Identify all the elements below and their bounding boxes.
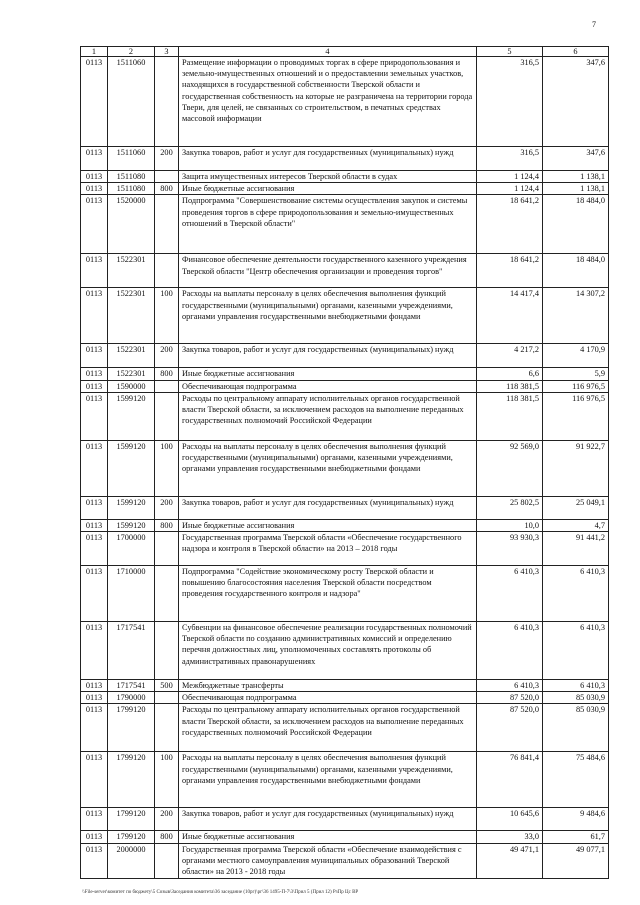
table-row [81,692,609,704]
amount-year2-cell: 1 138,1 [543,183,609,195]
expense-type-cell [155,622,179,680]
section-code-cell: 0113 [81,752,108,808]
description-cell: Закупка товаров, работ и услуг для государственных (муниципальных) нужд [179,808,477,831]
section-code-cell: 0113 [81,368,108,380]
amount-year2-cell: 116 976,5 [543,380,609,392]
target-code-cell: 1511060 [108,57,155,147]
amount-year2-cell: 347,6 [543,57,609,147]
column-header: 1 [81,47,108,57]
target-code-cell: 1599120 [108,496,155,519]
target-code-cell: 1590000 [108,380,155,392]
table-row [81,808,609,831]
table-row [81,368,609,380]
description-cell: Подпрограмма "Совершенствование системы осуществления закупок и системы проведения торгов в сфере природопользования и земельно-имущественных отношений в Тверской области" [179,195,477,254]
section-code-cell: 0113 [81,57,108,147]
table-header-row [81,47,609,57]
target-code-cell: 1520000 [108,195,155,254]
table-row [81,171,609,183]
amount-year1-cell: 316,5 [477,147,543,171]
description-cell: Закупка товаров, работ и услуг для государственных (муниципальных) нужд [179,344,477,368]
target-code-cell: 1599120 [108,519,155,531]
amount-year1-cell: 1 124,4 [477,171,543,183]
description-cell: Иные бюджетные ассигнования [179,831,477,843]
table-row [81,680,609,692]
description-cell: Иные бюджетные ассигнования [179,368,477,380]
expense-type-cell: 500 [155,680,179,692]
expense-type-cell [155,392,179,440]
amount-year2-cell: 6 410,3 [543,566,609,622]
amount-year1-cell: 316,5 [477,57,543,147]
table-row [81,843,609,878]
expense-type-cell: 200 [155,496,179,519]
column-header: 3 [155,47,179,57]
amount-year1-cell: 6,6 [477,368,543,380]
expense-type-cell: 200 [155,344,179,368]
amount-year1-cell: 18 641,2 [477,195,543,254]
target-code-cell: 1799120 [108,752,155,808]
amount-year1-cell: 10,0 [477,519,543,531]
table-row [81,622,609,680]
amount-year2-cell: 18 484,0 [543,254,609,288]
amount-year1-cell: 6 410,3 [477,680,543,692]
expense-type-cell [155,704,179,752]
table-row [81,57,609,147]
amount-year1-cell: 18 641,2 [477,254,543,288]
description-cell: Расходы на выплаты персоналу в целях обеспечения выполнения функций государственными (муниципальными) органами, казенными учреждениями, органами управления государственными внебюджетными фондами [179,440,477,496]
amount-year1-cell: 33,0 [477,831,543,843]
target-code-cell: 1799120 [108,704,155,752]
amount-year1-cell: 49 471,1 [477,843,543,878]
target-code-cell: 2000000 [108,843,155,878]
table-row [81,566,609,622]
target-code-cell: 1522301 [108,368,155,380]
table-row [81,254,609,288]
expense-type-cell [155,843,179,878]
target-code-cell: 1799120 [108,831,155,843]
target-code-cell: 1522301 [108,254,155,288]
table-row [81,752,609,808]
amount-year1-cell: 118 381,5 [477,392,543,440]
section-code-cell: 0113 [81,288,108,344]
amount-year1-cell: 25 802,5 [477,496,543,519]
expense-type-cell: 800 [155,831,179,843]
column-header: 6 [543,47,609,57]
target-code-cell: 1599120 [108,440,155,496]
amount-year2-cell: 1 138,1 [543,171,609,183]
target-code-cell: 1599120 [108,392,155,440]
amount-year2-cell: 14 307,2 [543,288,609,344]
table-row [81,147,609,171]
amount-year1-cell: 92 569,0 [477,440,543,496]
section-code-cell: 0113 [81,344,108,368]
expense-type-cell [155,380,179,392]
expense-type-cell: 800 [155,183,179,195]
section-code-cell: 0113 [81,566,108,622]
description-cell: Расходы по центральному аппарату исполнительных органов государственной власти Тверской области, за исключением расходов на выполнение переданных государственных полномочий Российской Федерации [179,704,477,752]
expense-type-cell [155,692,179,704]
description-cell: Закупка товаров, работ и услуг для государственных (муниципальных) нужд [179,147,477,171]
amount-year1-cell: 87 520,0 [477,692,543,704]
description-cell: Защита имущественных интересов Тверской области в судах [179,171,477,183]
section-code-cell: 0113 [81,183,108,195]
amount-year1-cell: 6 410,3 [477,622,543,680]
section-code-cell: 0113 [81,532,108,566]
target-code-cell: 1511080 [108,171,155,183]
amount-year2-cell: 18 484,0 [543,195,609,254]
description-cell: Расходы на выплаты персоналу в целях обеспечения выполнения функций государственными (муниципальными) органами, казенными учреждениями, органами управления государственными внебюджетными фондами [179,288,477,344]
target-code-cell: 1511080 [108,183,155,195]
expense-type-cell [155,566,179,622]
description-cell: Обеспечивающая подпрограмма [179,692,477,704]
expense-type-cell [155,57,179,147]
description-cell: Расходы по центральному аппарату исполнительных органов государственной власти Тверской области, за исключением расходов на выполнение переданных государственных полномочий Российской Федерации [179,392,477,440]
target-code-cell: 1717541 [108,680,155,692]
description-cell: Закупка товаров, работ и услуг для государственных (муниципальных) нужд [179,496,477,519]
expense-type-cell [155,171,179,183]
expense-type-cell: 100 [155,440,179,496]
target-code-cell: 1710000 [108,566,155,622]
amount-year2-cell: 4 170,9 [543,344,609,368]
section-code-cell: 0113 [81,519,108,531]
amount-year1-cell: 1 124,4 [477,183,543,195]
amount-year2-cell: 85 030,9 [543,692,609,704]
amount-year1-cell: 87 520,0 [477,704,543,752]
budget-table [80,46,609,879]
amount-year2-cell: 116 976,5 [543,392,609,440]
table-row [81,704,609,752]
description-cell: Иные бюджетные ассигнования [179,183,477,195]
section-code-cell: 0113 [81,831,108,843]
amount-year2-cell: 5,9 [543,368,609,380]
description-cell: Иные бюджетные ассигнования [179,519,477,531]
section-code-cell: 0113 [81,195,108,254]
section-code-cell: 0113 [81,171,108,183]
description-cell: Финансовое обеспечение деятельности государственного казенного учреждения Тверской области "Центр обеспечения организации и проведения торгов" [179,254,477,288]
amount-year1-cell: 93 930,3 [477,532,543,566]
section-code-cell: 0113 [81,380,108,392]
table-row [81,519,609,531]
column-header: 5 [477,47,543,57]
amount-year2-cell: 9 484,6 [543,808,609,831]
amount-year1-cell: 14 417,4 [477,288,543,344]
expense-type-cell: 100 [155,288,179,344]
amount-year2-cell: 75 484,6 [543,752,609,808]
amount-year1-cell: 4 217,2 [477,344,543,368]
amount-year2-cell: 49 077,1 [543,843,609,878]
amount-year2-cell: 347,6 [543,147,609,171]
amount-year2-cell: 91 922,7 [543,440,609,496]
target-code-cell: 1522301 [108,344,155,368]
section-code-cell: 0113 [81,440,108,496]
description-cell: Обеспечивающая подпрограмма [179,380,477,392]
description-cell: Субвенции на финансовое обеспечение реализации государственных полномочий Тверской области по созданию административных комиссий и определению перечня должностных лиц, уполномоченных составлять протоколы об административных правонарушениях [179,622,477,680]
amount-year2-cell: 85 030,9 [543,704,609,752]
table-row [81,496,609,519]
amount-year2-cell: 6 410,3 [543,680,609,692]
description-cell: Размещение информации о проводимых торгах в сфере природопользования и земельно-имущественных отношений и о предоставлении земельных участков, находящихся в государственной собственности Тверской области и государственная собственность на которые не разграничена на территории города Твери, для целей, не связанных со строительством, в печатных средствах массовой информации [179,57,477,147]
table-row [81,344,609,368]
section-code-cell: 0113 [81,704,108,752]
section-code-cell: 0113 [81,254,108,288]
amount-year1-cell: 76 841,4 [477,752,543,808]
section-code-cell: 0113 [81,680,108,692]
column-header: 2 [108,47,155,57]
table-row [81,440,609,496]
expense-type-cell [155,254,179,288]
section-code-cell: 0113 [81,808,108,831]
amount-year2-cell: 91 441,2 [543,532,609,566]
expense-type-cell: 200 [155,147,179,171]
description-cell: Расходы на выплаты персоналу в целях обеспечения выполнения функций государственными (муниципальными) органами, казенными учреждениями, органами управления государственными внебюджетными фондами [179,752,477,808]
section-code-cell: 0113 [81,392,108,440]
table-row [81,380,609,392]
target-code-cell: 1790000 [108,692,155,704]
expense-type-cell: 800 [155,519,179,531]
description-cell: Межбюджетные трансферты [179,680,477,692]
table-row [81,831,609,843]
target-code-cell: 1717541 [108,622,155,680]
section-code-cell: 0113 [81,843,108,878]
amount-year2-cell: 25 049,1 [543,496,609,519]
expense-type-cell: 800 [155,368,179,380]
section-code-cell: 0113 [81,147,108,171]
description-cell: Государственная программа Тверской области «Обеспечение государственного надзора и контроля в Тверской области» на 2013 – 2018 годы [179,532,477,566]
table-row [81,532,609,566]
expense-type-cell [155,195,179,254]
table-row [81,183,609,195]
section-code-cell: 0113 [81,622,108,680]
target-code-cell: 1522301 [108,288,155,344]
description-cell: Государственная программа Тверской области «Обеспечение взаимодействия с органами местного самоуправления муниципальных образований Тверской области» на 2013 - 2018 годы [179,843,477,878]
amount-year2-cell: 6 410,3 [543,622,609,680]
file-path-footer: \\File-server\комитет по бюджету\5 Созыв\Заседания комитета\36 заседание (10рг)\рг\36 1495-П-7\3\Прил 5 (Прил 12) РзПр Цс ВР [82,890,359,895]
section-code-cell: 0113 [81,692,108,704]
table-row [81,195,609,254]
target-code-cell: 1511060 [108,147,155,171]
amount-year1-cell: 10 645,6 [477,808,543,831]
expense-type-cell: 200 [155,808,179,831]
table-row [81,392,609,440]
target-code-cell: 1700000 [108,532,155,566]
expense-type-cell [155,532,179,566]
expense-type-cell: 100 [155,752,179,808]
amount-year2-cell: 61,7 [543,831,609,843]
target-code-cell: 1799120 [108,808,155,831]
amount-year1-cell: 6 410,3 [477,566,543,622]
column-header: 4 [179,47,477,57]
section-code-cell: 0113 [81,496,108,519]
table-row [81,288,609,344]
description-cell: Подпрограмма "Содействие экономическому росту Тверской области и повышению благосостояния населения Тверской области посредством проведения государственного контроля и надзора" [179,566,477,622]
amount-year1-cell: 118 381,5 [477,380,543,392]
amount-year2-cell: 4,7 [543,519,609,531]
page-number: 7 [592,20,596,29]
